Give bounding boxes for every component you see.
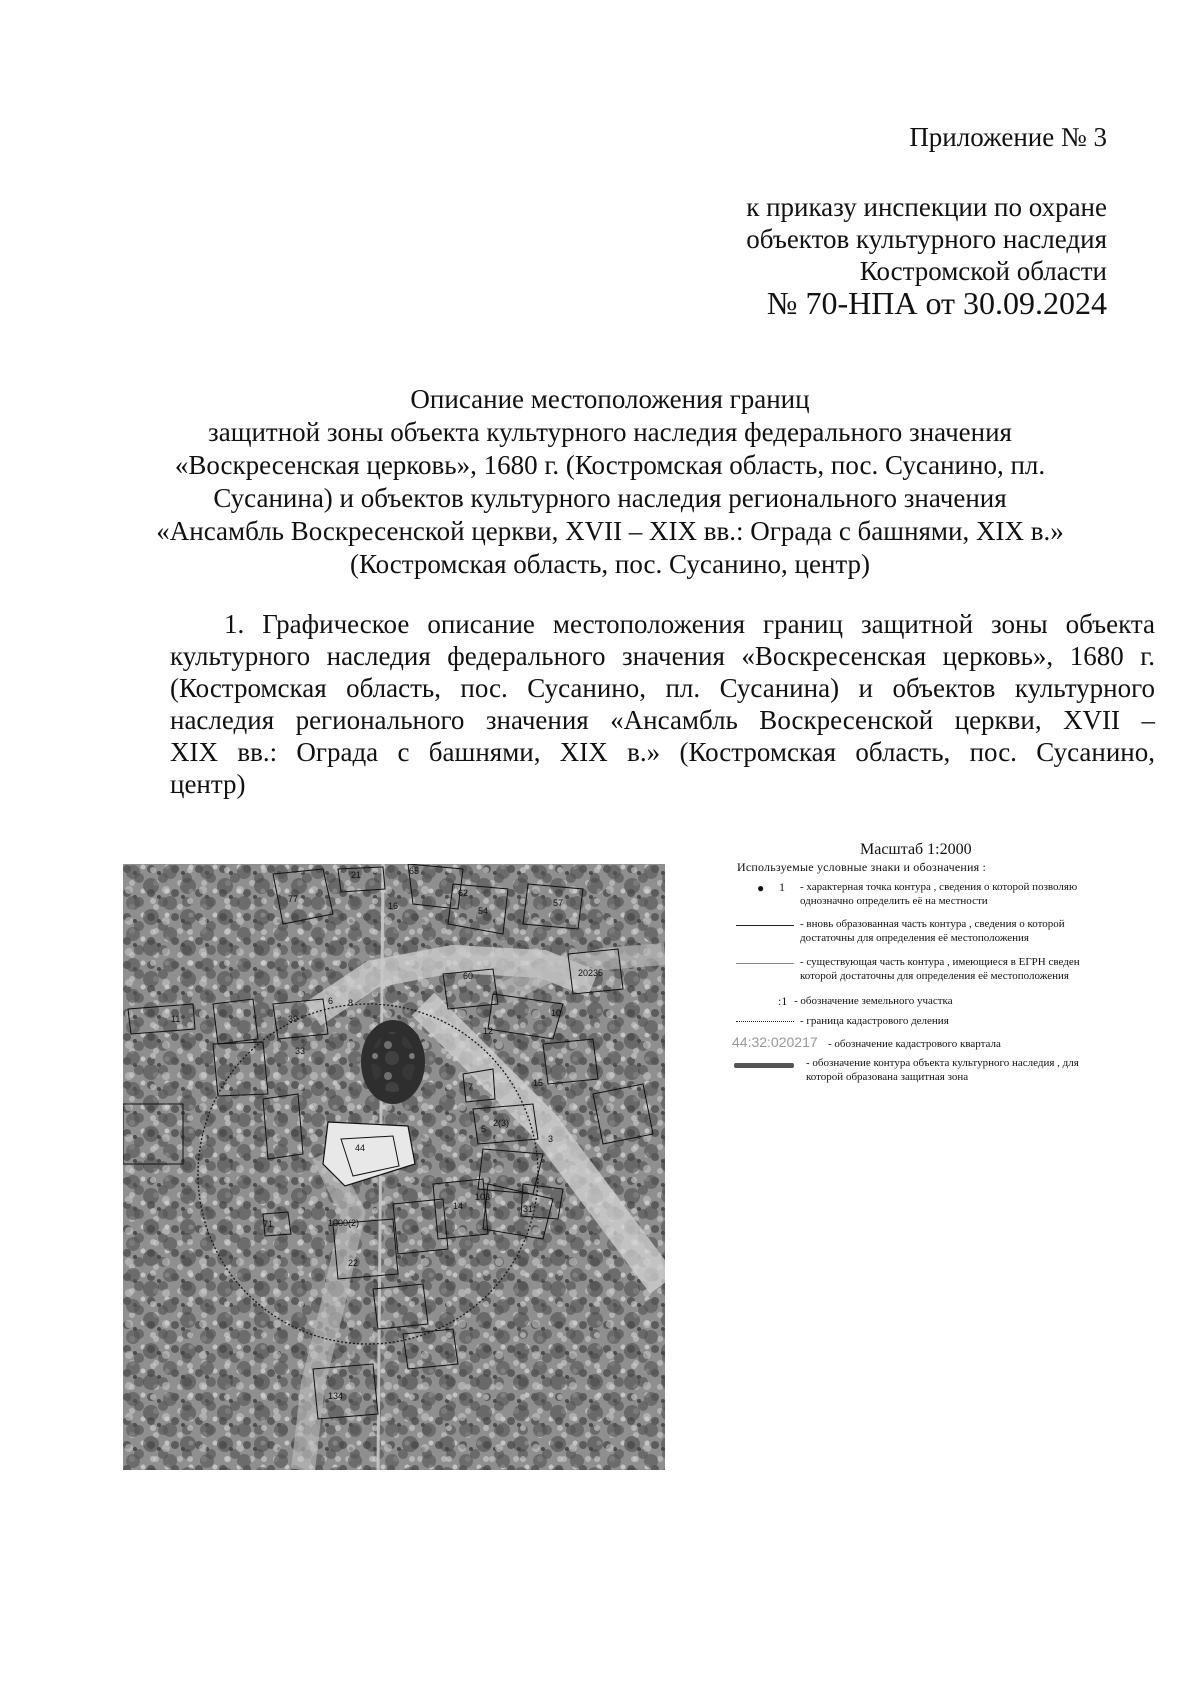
section-1-line-6: центр) xyxy=(170,769,246,799)
decree-number: № 70-НПА от 30.09.2024 xyxy=(766,285,1107,321)
map-label: 6 xyxy=(328,996,334,1006)
dotted-line-icon xyxy=(736,1021,794,1022)
section-1-line-3: (Костромская область, пос. Сусанино, пл. Сусанина) и объектов культурного xyxy=(170,673,1155,703)
title-line-5: «Ансамбль Воскресенской церкви, XVII – XIX вв.: Ограда с башнями, XIX в.» xyxy=(156,516,1064,546)
legend-text: - вновь образованная часть контура , сведения о которой xyxy=(800,918,1065,930)
cadastral-map xyxy=(123,864,665,1470)
legend-title: Используемые условные знаки и обозначения : xyxy=(737,860,987,874)
thick-line-icon xyxy=(734,1063,794,1068)
legend-text: - обозначение земельного участка xyxy=(794,995,953,1007)
title-line-4: Сусанина) и объектов культурного наследия регионального значения xyxy=(213,483,1007,513)
point-symbol-icon: ● xyxy=(757,881,765,895)
map-label: 60 xyxy=(463,971,474,981)
appendix-number: Приложение № 3 xyxy=(909,122,1107,152)
map-label: 1000(2) xyxy=(328,1218,360,1228)
title-line-2: защитной зоны объекта культурного наследия федерального значения xyxy=(208,417,1012,447)
legend-text: однозначно определить её на местности xyxy=(800,895,988,907)
section-1-line-2: культурного наследия федерального значения «Воскресенская церковь», 1680 г. xyxy=(170,641,1155,671)
map-drawing xyxy=(123,864,665,1470)
section-1-line-4: наследия регионального значения «Ансамбль Воскресенской церкви, XVII – xyxy=(170,705,1155,735)
map-scale: Масштаб 1:2000 xyxy=(860,841,972,858)
legend-text: которой достаточны для определения её местоположения xyxy=(800,970,1069,982)
title-line-3: «Воскресенская церковь», 1680 г. (Костромская область, пос. Сусанино, пл. xyxy=(174,450,1046,480)
map-label: 77 xyxy=(288,894,299,904)
map-label: 5 xyxy=(481,1124,487,1134)
parcel-symbol: :1 xyxy=(778,994,788,1008)
map-label: 57 xyxy=(553,898,564,908)
map-label: 2(3) xyxy=(493,1118,510,1128)
legend-text: - граница кадастрового деления xyxy=(800,1015,949,1027)
map-label: 16 xyxy=(388,901,399,911)
map-label: 21 xyxy=(351,870,362,880)
map-label: 10 xyxy=(551,1008,562,1018)
map-label: 3 xyxy=(548,1134,554,1144)
map-label: 103 xyxy=(475,1192,491,1202)
map-label: 8 xyxy=(348,998,354,1008)
map-label: 54 xyxy=(478,906,489,916)
decree-reference-line-1: к приказу инспекции по охране xyxy=(746,192,1107,222)
thin-line-icon xyxy=(736,963,794,964)
solid-line-icon xyxy=(736,925,794,926)
map-label: 11 xyxy=(171,1014,181,1024)
quarter-symbol: 44:32:020217 xyxy=(732,1034,818,1050)
map-label: 31 xyxy=(523,1204,534,1214)
map-label: 22 xyxy=(348,1258,359,1268)
map-label: 71 xyxy=(263,1219,274,1229)
tree-cluster xyxy=(371,1032,415,1092)
title-line-6: (Костромская область, пос. Сусанино, центр) xyxy=(349,549,871,579)
legend-text: - обозначение контура объекта культурного наследия , для xyxy=(806,1057,1079,1069)
map-label: 134 xyxy=(328,1391,344,1401)
title-line-1: Описание местоположения границ xyxy=(410,384,810,414)
legend-text: - характерная точка контура , сведения о которой позволяю xyxy=(800,881,1078,893)
map-label: 12 xyxy=(483,1026,494,1036)
map-label: 39 xyxy=(288,1014,299,1024)
map-label: 15 xyxy=(533,1078,544,1088)
map-label: 20235 xyxy=(578,968,604,978)
map-label: 33 xyxy=(295,1046,306,1056)
map-label: 65 xyxy=(409,866,420,876)
decree-reference-line-2: объектов культурного наследия xyxy=(746,224,1107,254)
section-1-line-5: XIX вв.: Ограда с башнями, XIX в.» (Костромская область, пос. Сусанино, xyxy=(170,737,1155,767)
map-label: 14 xyxy=(453,1201,464,1211)
legend-text: достаточны для определения её местоположения xyxy=(800,932,1029,944)
point-symbol-number: 1 xyxy=(779,880,785,894)
section-1-line-1: 1. Графическое описание местоположения границ защитной зоны объекта xyxy=(224,609,1155,639)
map-label: 7 xyxy=(468,1082,474,1092)
legend-text: - существующая часть контура , имеющиеся в ЕГРН сведен xyxy=(800,956,1080,968)
legend-text: которой образована защитная зона xyxy=(806,1071,969,1083)
map-label: 44 xyxy=(355,1143,366,1153)
legend-text: - обозначение кадастрового квартала xyxy=(828,1038,1001,1050)
section-1-paragraph xyxy=(170,608,1155,800)
map-label: 62 xyxy=(458,888,469,898)
decree-reference-line-3: Костромской области xyxy=(859,256,1107,286)
